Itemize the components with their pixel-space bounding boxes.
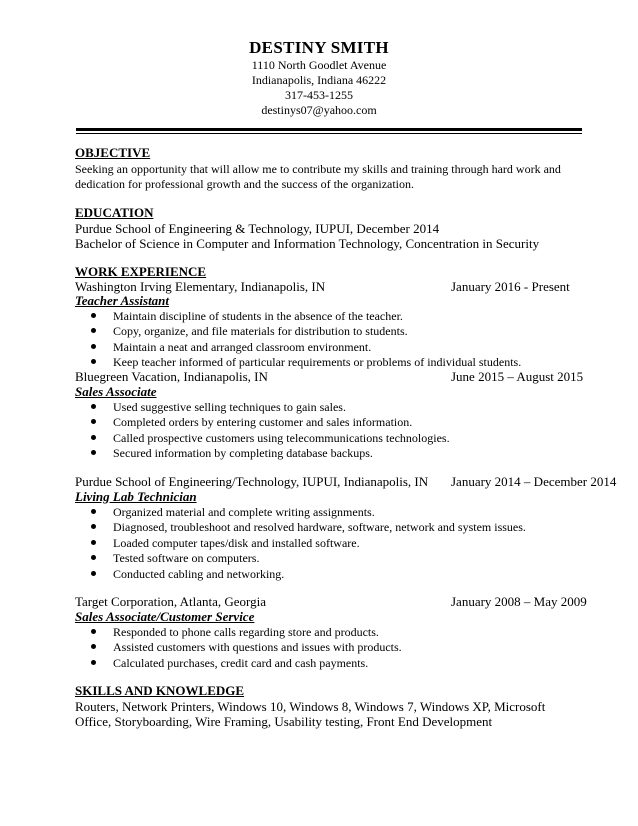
bullet-icon	[91, 571, 96, 576]
job-employer: Washington Irving Elementary, Indianapolis, IN	[75, 279, 326, 294]
bullet-icon	[91, 435, 96, 440]
address-line-1: 1110 North Goodlet Avenue	[251, 58, 387, 72]
bullet-icon	[91, 359, 96, 364]
bullet-icon	[91, 629, 96, 634]
bullet-icon	[91, 344, 96, 349]
job-dates: January 2008 – May 2009	[451, 594, 587, 609]
bullet-text: Calculated purchases, credit card and cash payments.	[113, 656, 369, 670]
bullet-icon	[91, 644, 96, 649]
job-dates: January 2016 - Present	[451, 279, 570, 294]
email-address: destinys07@yahoo.com	[261, 103, 377, 117]
bullet-text: Secured information by completing database backups.	[113, 446, 373, 460]
bullet-text: Copy, organize, and file materials for distribution to students.	[113, 324, 408, 338]
job-dates: June 2015 – August 2015	[451, 369, 584, 384]
bullet-icon	[91, 509, 96, 514]
bullet-text: Conducted cabling and networking.	[113, 567, 285, 581]
header-divider-thin	[76, 133, 582, 134]
skills-heading: SKILLS AND KNOWLEDGE	[75, 683, 245, 698]
objective-line: dedication for professional growth and the success of the organization.	[75, 177, 415, 191]
candidate-name: DESTINY SMITH	[249, 38, 389, 57]
objective-heading: OBJECTIVE	[75, 145, 151, 160]
bullet-text: Loaded computer tapes/disk and installed software.	[113, 536, 360, 550]
bullet-text: Assisted customers with questions and issues with products.	[113, 640, 402, 654]
bullet-text: Used suggestive selling techniques to gain sales.	[113, 400, 346, 414]
objective-line: Seeking an opportunity that will allow me to contribute my skills and training through hard work and	[75, 162, 561, 176]
header-divider-thick	[76, 128, 582, 131]
bullet-text: Called prospective customers using telecommunications technologies.	[113, 431, 450, 445]
bullet-icon	[91, 540, 96, 545]
education-line: Bachelor of Science in Computer and Information Technology, Concentration in Security	[75, 236, 540, 251]
skills-line: Office, Storyboarding, Wire Framing, Usability testing, Front End Development	[75, 714, 493, 729]
bullet-text: Organized material and complete writing assignments.	[113, 505, 375, 519]
bullet-text: Tested software on computers.	[113, 551, 260, 565]
job-title: Sales Associate	[75, 384, 157, 399]
job-title: Living Lab Technician	[75, 489, 197, 504]
skills-line: Routers, Network Printers, Windows 10, Windows 8, Windows 7, Windows XP, Microsoft	[75, 699, 546, 714]
bullet-icon	[91, 328, 96, 333]
bullet-icon	[91, 419, 96, 424]
address-line-2: Indianapolis, Indiana 46222	[251, 73, 387, 87]
job-title: Sales Associate/Customer Service	[75, 609, 255, 624]
work-experience-heading: WORK EXPERIENCE	[75, 264, 207, 279]
bullet-text: Maintain discipline of students in the absence of the teacher.	[113, 309, 403, 323]
education-line: Purdue School of Engineering & Technology, IUPUI, December 2014	[75, 221, 440, 236]
job-title: Teacher Assistant	[75, 293, 170, 308]
bullet-text: Keep teacher informed of particular requirements or problems of individual students.	[113, 355, 522, 369]
bullet-text: Diagnosed, troubleshoot and resolved hardware, software, network and system issues.	[113, 520, 526, 534]
job-employer: Target Corporation, Atlanta, Georgia	[75, 594, 267, 609]
job-employer: Bluegreen Vacation, Indianapolis, IN	[75, 369, 268, 384]
bullet-text: Completed orders by entering customer and sales information.	[113, 415, 413, 429]
phone-number: 317-453-1255	[285, 88, 353, 102]
bullet-text: Responded to phone calls regarding store and products.	[113, 625, 379, 639]
job-dates: January 2014 – December 2014	[451, 474, 617, 489]
bullet-icon	[91, 555, 96, 560]
bullet-icon	[91, 660, 96, 665]
bullet-icon	[91, 524, 96, 529]
bullet-icon	[91, 450, 96, 455]
bullet-icon	[91, 313, 96, 318]
job-employer: Purdue School of Engineering/Technology, IUPUI, Indianapolis, IN	[75, 474, 429, 489]
education-heading: EDUCATION	[75, 205, 154, 220]
bullet-text: Maintain a neat and arranged classroom environment.	[113, 340, 372, 354]
bullet-icon	[91, 404, 96, 409]
